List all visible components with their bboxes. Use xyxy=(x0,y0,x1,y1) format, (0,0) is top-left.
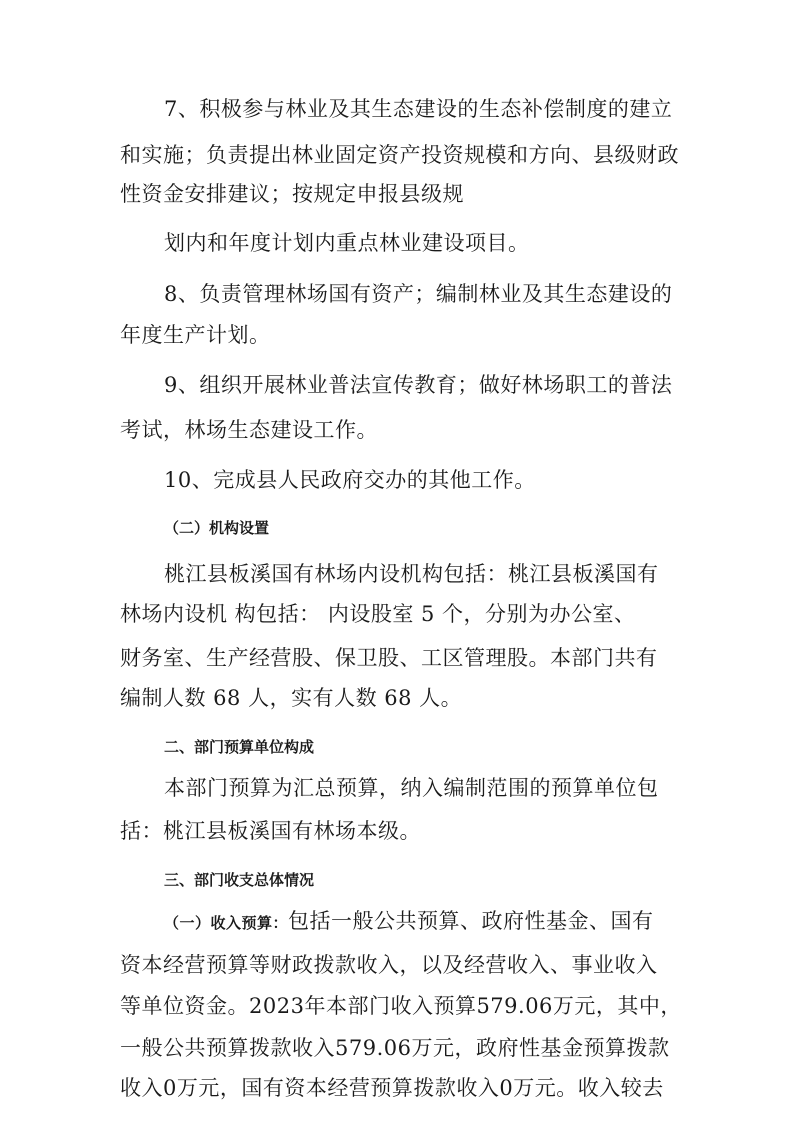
heading-org-setup: （二）机构设置 xyxy=(164,519,270,537)
budget-units-line-2: 括：桃江县板溪国有林场本级。 xyxy=(120,819,421,843)
income-line-1-text: 包括一般公共预算、政府性基金、国有 xyxy=(288,909,654,933)
item-9-line-2: 考试，林场生态建设工作。 xyxy=(120,418,378,442)
heading-revenue-expenditure: 三、部门收支总体情况 xyxy=(164,871,315,889)
item-9-line-1: 9、组织开展林业普法宣传教育；做好林场职工的普法 xyxy=(164,373,673,397)
item-7-line-3: 性资金安排建议；按规定申报县级规 xyxy=(120,182,464,206)
item-10-line-1: 10、完成县人民政府交办的其他工作。 xyxy=(164,468,536,492)
item-8-line-1: 8、负责管理林场国有资产；编制林业及其生态建设的 xyxy=(164,282,673,306)
org-line-4: 编制人数 68 人，实有人数 68 人。 xyxy=(120,686,463,710)
org-line-2: 林场内设机 构包括： 内设股室 5 个，分别为办公室、 xyxy=(120,602,636,626)
income-line-5: 收入0万元，国有资本经营预算拨款收入0万元。收入较去 xyxy=(120,1076,664,1100)
item-8-line-2: 年度生产计划。 xyxy=(120,323,271,347)
budget-units-line-1: 本部门预算为汇总预算，纳入编制范围的预算单位包 xyxy=(164,776,659,800)
income-line-1 xyxy=(164,908,654,936)
item-7-line-1: 7、积极参与林业及其生态建设的生态补偿制度的建立 xyxy=(164,97,673,121)
income-label: （一）收入预算： xyxy=(164,914,289,932)
income-line-4: 一般公共预算拨款收入579.06万元，政府性基金预算拨款 xyxy=(120,1036,670,1060)
income-line-3: 等单位资金。2023年本部门收入预算579.06万元，其中， xyxy=(120,994,682,1018)
heading-budget-units: 二、部门预算单位构成 xyxy=(164,738,315,756)
org-line-3: 财务室、生产经营股、保卫股、工区管理股。本部门共有 xyxy=(120,646,658,670)
item-7-line-4: 划内和年度计划内重点林业建设项目。 xyxy=(164,231,530,255)
item-7-line-2: 和实施；负责提出林业固定资产投资规模和方向、县级财政 xyxy=(120,143,679,167)
income-line-2: 资本经营预算等财政拨款收入，以及经营收入、事业收入 xyxy=(120,953,658,977)
org-line-1: 桃江县板溪国有林场内设机构包括：桃江县板溪国有 xyxy=(164,562,659,586)
